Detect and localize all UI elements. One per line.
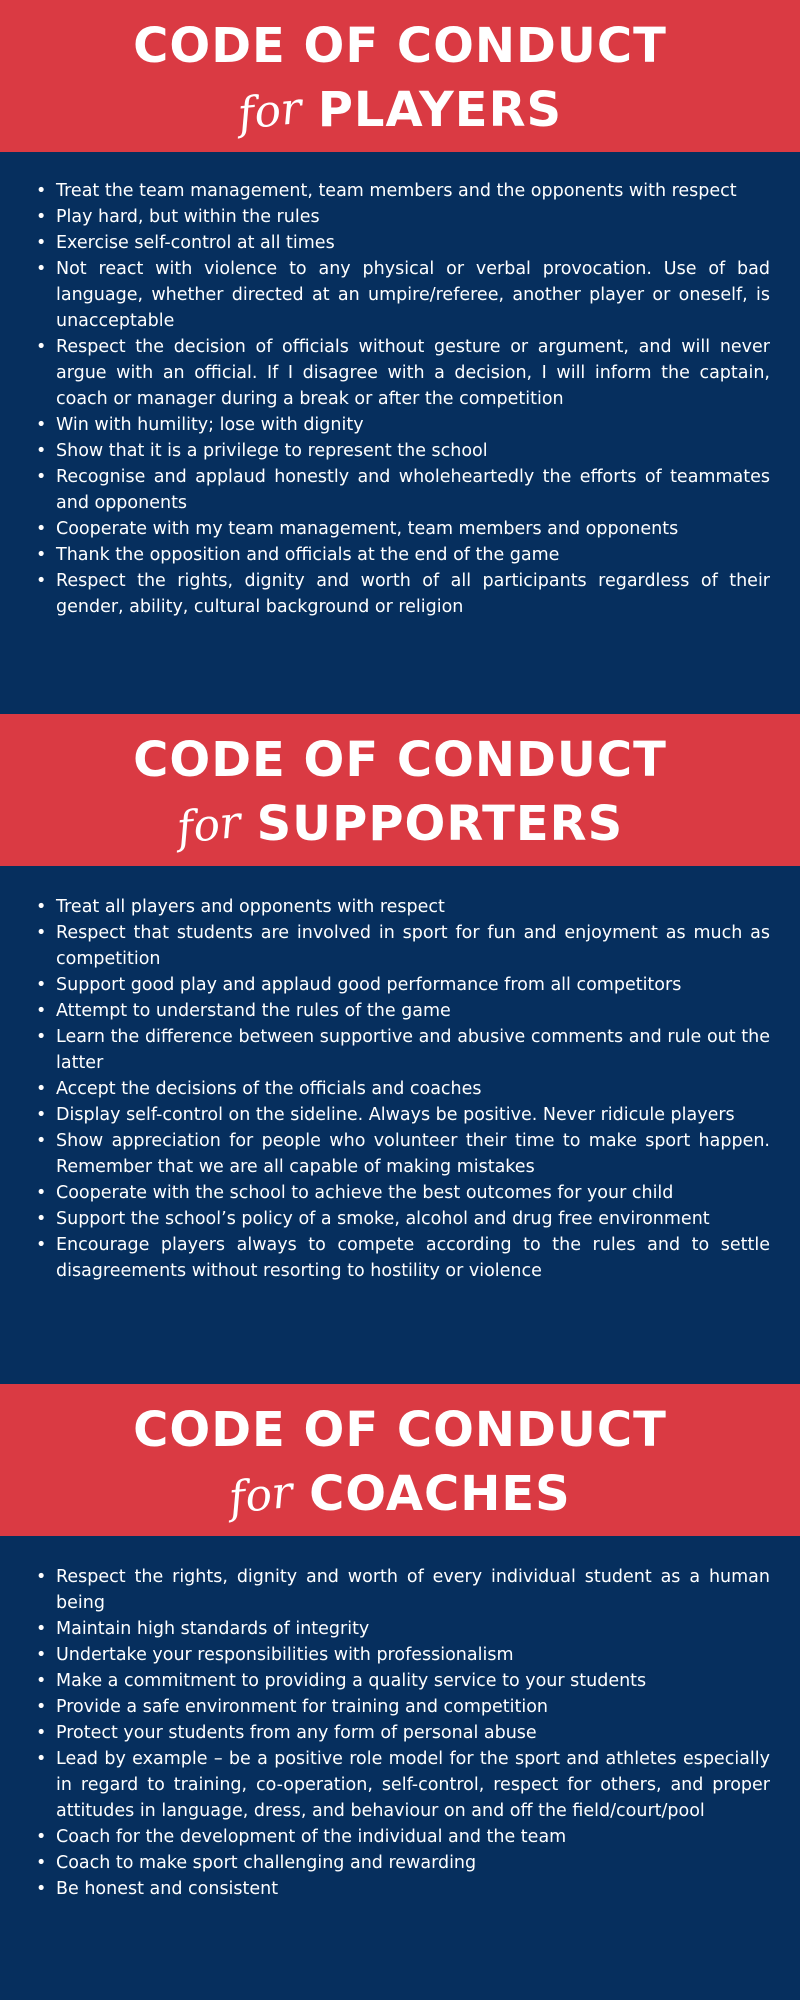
rule-item: • Learn the difference between supportive and abusive comments and rule out the latter <box>56 1024 770 1076</box>
rule-item: • Undertake your responsibilities with professionalism <box>56 1642 770 1668</box>
rule-item: • Accept the decisions of the officials and coaches <box>56 1076 770 1102</box>
supporters-rules-list <box>0 894 800 1284</box>
players-rules-list <box>0 178 800 620</box>
rule-item: • Respect the rights, dignity and worth of all participants regardless of their gender, ability, cultural background or religion <box>56 568 770 620</box>
rule-item: • Display self-control on the sideline. Always be positive. Never ridicule players <box>56 1102 770 1128</box>
rule-item: • Be honest and consistent <box>56 1876 770 1902</box>
rule-item: • Respect the rights, dignity and worth of every individual student as a human being <box>56 1564 770 1616</box>
rule-item: • Encourage players always to compete according to the rules and to settle disagreements without resorting to hostility or violence <box>56 1232 770 1284</box>
rule-item: • Provide a safe environment for training and competition <box>56 1694 770 1720</box>
players-for-script: for <box>235 82 305 141</box>
coaches-subheading <box>0 1464 800 1535</box>
rule-item: • Not react with violence to any physical or verbal provocation. Use of bad language, whether directed at an umpire/referee, another player or oneself, is unacceptable <box>56 256 770 334</box>
players-banner <box>0 0 800 152</box>
supporters-for-script: for <box>174 796 244 855</box>
rule-item: • Play hard, but within the rules <box>56 204 770 230</box>
rule-item: • Support the school’s policy of a smoke, alcohol and drug free environment <box>56 1206 770 1232</box>
supporters-banner <box>0 714 800 866</box>
supporters-section <box>0 894 800 1284</box>
supporters-audience: SUPPORTERS <box>256 796 624 852</box>
rule-item: • Respect that students are involved in sport for fun and enjoyment as much as competition <box>56 920 770 972</box>
rule-item: • Thank the opposition and officials at the end of the game <box>56 542 770 568</box>
rule-item: • Show that it is a privilege to represent the school <box>56 438 770 464</box>
rule-item: • Treat the team management, team members and the opponents with respect <box>56 178 770 204</box>
rule-item: • Cooperate with my team management, team members and opponents <box>56 516 770 542</box>
rule-item: • Cooperate with the school to achieve the best outcomes for your child <box>56 1180 770 1206</box>
rule-item: • Respect the decision of officials without gesture or argument, and will never argue with an official. If I disagree with a decision, I will inform the captain, coach or manager during a break or after the competition <box>56 334 770 412</box>
rule-item: • Coach for the development of the individual and the team <box>56 1824 770 1850</box>
coaches-banner <box>0 1384 800 1536</box>
supporters-subheading <box>0 794 800 865</box>
players-audience: PLAYERS <box>317 82 563 138</box>
players-heading: CODE OF CONDUCT <box>133 18 667 74</box>
coaches-section <box>0 1564 800 1902</box>
rule-item: • Lead by example – be a positive role model for the sport and athletes especially in regard to training, co-operation, self-control, respect for others, and proper attitudes in language, dress, and behaviour on and off the field/court/pool <box>56 1746 770 1824</box>
coaches-audience: COACHES <box>309 1466 571 1522</box>
players-section <box>0 178 800 620</box>
supporters-heading: CODE OF CONDUCT <box>133 732 667 788</box>
rule-item: • Support good play and applaud good performance from all competitors <box>56 972 770 998</box>
rule-item: • Win with humility; lose with dignity <box>56 412 770 438</box>
rule-item: • Exercise self-control at all times <box>56 230 770 256</box>
rule-item: • Protect your students from any form of personal abuse <box>56 1720 770 1746</box>
rule-item: • Coach to make sport challenging and rewarding <box>56 1850 770 1876</box>
coaches-rules-list <box>0 1564 800 1902</box>
rule-item: • Recognise and applaud honestly and wholeheartedly the efforts of teammates and opponents <box>56 464 770 516</box>
rule-item: • Attempt to understand the rules of the game <box>56 998 770 1024</box>
rule-item: • Treat all players and opponents with respect <box>56 894 770 920</box>
rule-item: • Show appreciation for people who volunteer their time to make sport happen. Remember that we are all capable of making mistakes <box>56 1128 770 1180</box>
players-subheading <box>0 80 800 151</box>
coaches-heading: CODE OF CONDUCT <box>133 1402 667 1458</box>
coaches-for-script: for <box>226 1466 296 1525</box>
rule-item: • Make a commitment to providing a quality service to your students <box>56 1668 770 1694</box>
rule-item: • Maintain high standards of integrity <box>56 1616 770 1642</box>
